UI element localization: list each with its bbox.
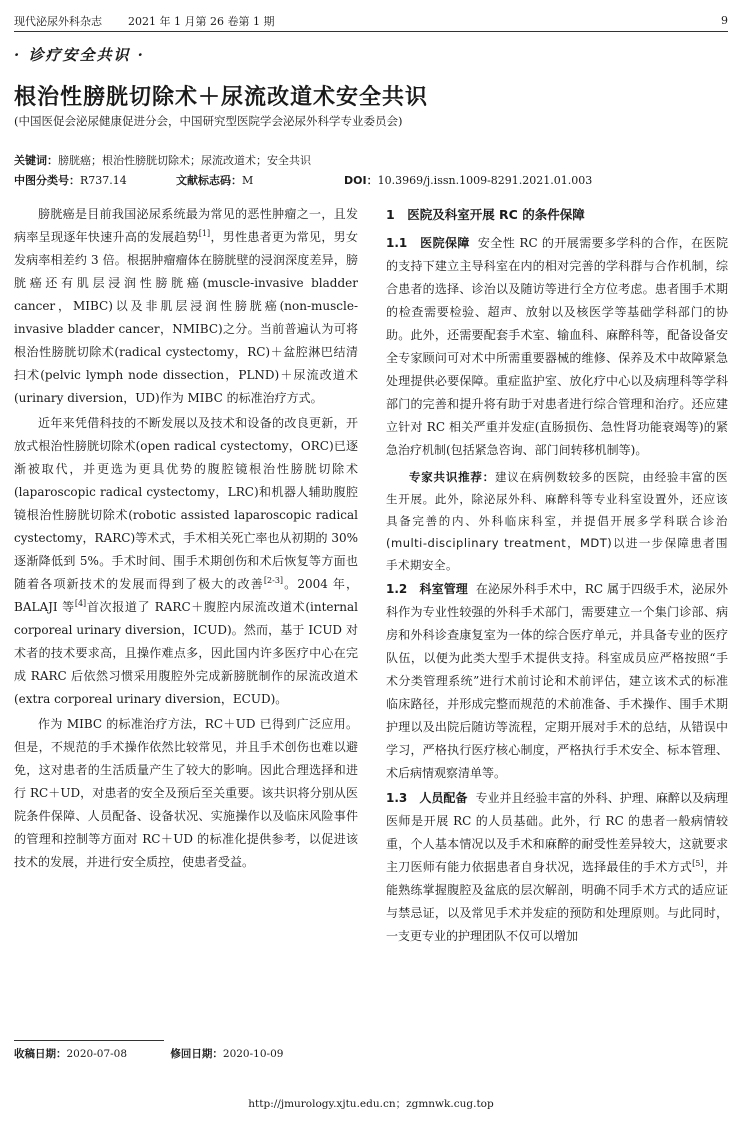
- doi-label: DOI：: [344, 174, 378, 187]
- clc-value: R737.14: [80, 174, 127, 187]
- doi-value: 10.3969/j.issn.1009-8291.2021.01.003: [377, 174, 593, 187]
- text-span: 近年来凭借科技的不断发展以及技术和设备的改良更新，开放式根治性膀胱切除术(open radical cystectomy，ORC)已逐渐被取代，并更选为更具优势的腹腔镜根治性膀胱切除术(laparoscopic radical cystectomy，LRC)和机器人辅助腹腔镜根治性膀胱切除术(robotic assisted laparoscopic radical cystectomy，RARC)等术式，手术相关死亡率也从初期的 30%逐渐降低到 5%。手术时间、围手术期创伤和术后恢复等方面也随着各项新技术的发展而得到了极大的改善: [14, 416, 358, 591]
- citation: [2-3]: [263, 576, 284, 585]
- citation: [1]: [198, 229, 211, 238]
- keywords: [14, 152, 311, 168]
- revised-label: 修回日期：: [170, 1048, 223, 1060]
- page-footer-url: http://jmurology.xjtu.edu.cn；zgmnwk.cug.top: [248, 1098, 494, 1110]
- section-tag: · 诊疗安全共识 ·: [14, 46, 145, 64]
- issue-info: 2021 年 1 月第 26 卷第 1 期: [128, 14, 275, 28]
- clc-number: [14, 172, 127, 188]
- citation: [5]: [692, 859, 704, 868]
- left-column: [14, 203, 358, 876]
- article-title: 根治性膀胱切除术＋尿流改道术安全共识: [14, 85, 429, 110]
- code-value: M: [242, 174, 254, 187]
- subsection-1-1: [386, 232, 728, 462]
- doi: [344, 172, 592, 188]
- text-span: 首次报道了 RARC＋腹腔内尿流改道术(internal corporeal urinary diversion，ICUD)。然而，基于 ICUD 对术者的技术要求高，且操作难点多，因此国内许多医疗中心在完成 RARC 后依然习惯采用腹腔外完成新膀胱制作的尿流改道术(extra corporeal urinary diversion，ECUD)。: [14, 600, 358, 706]
- text-span: 专业并且经验丰富的外科、护理、麻醉以及病理医师是开展 RC 的人员基础。此外，行 RC 的患者一般病情较重，个人基本情况以及手术和麻醉的耐受性差异较大，这就要求主刀医师有能力依据患者自身状况，选择最佳的手术方式: [386, 791, 728, 874]
- text-span: ，男性患者更为常见，男女发病率相差约 3 倍。根据肿瘤瘤体在膀胱壁的浸润深度差异，膀胱癌还有肌层浸润性膀胱癌(muscle-invasive bladder cancer，MIBC)以及非肌层浸润性膀胱癌(non-muscle-invasive bladder cancer，NMIBC)之分。当前普遍认为可将根治性膀胱切除术(radical cystectomy，RC)＋盆腔淋巴结清扫术(pelvic lymph node dissection，PLND)＋尿流改道术(urinary diversion，UD)作为 MIBC 的标准治疗方式。: [14, 230, 358, 405]
- classification-row: [14, 172, 728, 188]
- received-label: 收稿日期：: [14, 1048, 67, 1060]
- text-span: ，并能熟练掌握腹腔及盆底的层次解剖，明确不同手术方式的适应证与禁忌证，以及常见手术并发症的预防和处理原则。与此同时，一支更专业的护理团队不仅可以增加: [386, 860, 728, 943]
- footnote-dates: [14, 1046, 283, 1061]
- page-number: 9: [721, 14, 728, 27]
- intro-paragraph-2: [14, 412, 358, 711]
- text-span: 安全性 RC 的开展需要多学科的合作，在医院的支持下建立主导科室在内的相对完善的学科群与合作机制，综合患者的选择、诊治以及随访等进行全方位考虑。患者围手术期的检查需要检验、超声、放射以及核医学等基础学科部门的协助。此外，还需要配套手术室、输血科、麻醉科等，配备设备安全专家顾问可对术中所需重要器械的维修、保养及术中故障紧急处理提供必要保障。重症监护室、放化疗中心以及病理科等学科部门的完善和提升将有助于对患者进行综合管理和治疗。还应建立针对 RC 相关严重并发症(直肠损伤、急性肾功能衰竭等)的紧急治疗机制(包括紧急咨询、部门间转移机制等)。: [386, 236, 728, 457]
- recommendation-label: 专家共识推荐：: [409, 470, 495, 484]
- text-span: 建议在病例数较多的医院，由经验丰富的医生开展。此外，除泌尿外科、麻醉科等专业科室设置外，还应该具备完善的内、外科临床科室，并提倡开展多学科联合诊治(multi-disciplinary treatment，MDT)以进一步保障患者围手术期安全。: [386, 470, 729, 572]
- right-column: [386, 203, 728, 950]
- intro-paragraph-3: 作为 MIBC 的标准治疗方法，RC＋UD 已得到广泛应用。但是，不规范的手术操作依然比较常见，并且手术创伤也难以避免，这对患者的生活质量产生了较大的影响。因此合理选择和进行 RC＋UD，对患者的安全及预后至关重要。该共识将分别从医院条件保障、人员配备、设备状况、实施操作以及临床风险事件的管理和控制等方面对 RC＋UD 的标准化提供参考，以促进该技术的发展，并进行安全质控，使患者受益。: [14, 717, 358, 869]
- author-organization: (中国医促会泌尿健康促进分会，中国研究型医院学会泌尿外科学专业委员会): [14, 114, 403, 128]
- code-label: 文献标志码：: [176, 174, 242, 187]
- intro-paragraph-1: [14, 203, 358, 410]
- text-span: 膀胱癌是目前我国泌尿系统最为常见的恶性肿瘤之一，且发病率呈现逐年快速升高的发展趋势: [14, 207, 358, 244]
- section-heading-1: 1 医院及科室开展 RC 的条件保障: [386, 207, 585, 222]
- text-span: 在泌尿外科手术中，RC 属于四级手术，泌尿外科作为专业性较强的外科手术部门，需要建立一个集门诊部、病房和外科诊查康复室为一体的综合医疗单元，并具备专业的医疗队伍，以便为此类大型手术提供支持。科室成员应严格按照“手术分类管理系统”进行术前讨论和术前评估，建立该术式的标准临床路径，并形成完整而规范的术前准备、手术操作、围手术期护理以及出院后随访等流程，定期开展对手术的总结，从错误中学习，严格执行医疗核心制度，严格执行手术安全、标本管理、术后病情观察清单等。: [386, 582, 728, 780]
- expert-recommendation: [386, 466, 728, 576]
- received-date: 2020-07-08: [66, 1048, 128, 1060]
- subsection-1-2: [386, 578, 728, 785]
- subsection-heading: 1.1 医院保障: [386, 236, 470, 250]
- running-header: [14, 10, 728, 32]
- text-span: 。2004 年，BALAJI 等: [14, 577, 358, 614]
- keywords-label: 关键词：: [14, 154, 58, 167]
- subsection-1-3: [386, 787, 728, 948]
- document-code: [176, 172, 253, 188]
- citation: [4]: [74, 599, 87, 608]
- clc-label: 中图分类号：: [14, 174, 80, 187]
- keywords-value: 膀胱癌；根治性膀胱切除术；尿流改道术；安全共识: [58, 154, 311, 167]
- revised-date: 2020-10-09: [222, 1048, 284, 1060]
- subsection-heading: 1.2 科室管理: [386, 582, 468, 596]
- subsection-heading: 1.3 人员配备: [386, 791, 468, 805]
- journal-name: 现代泌尿外科杂志: [14, 14, 102, 28]
- footnote-divider: [14, 1040, 164, 1041]
